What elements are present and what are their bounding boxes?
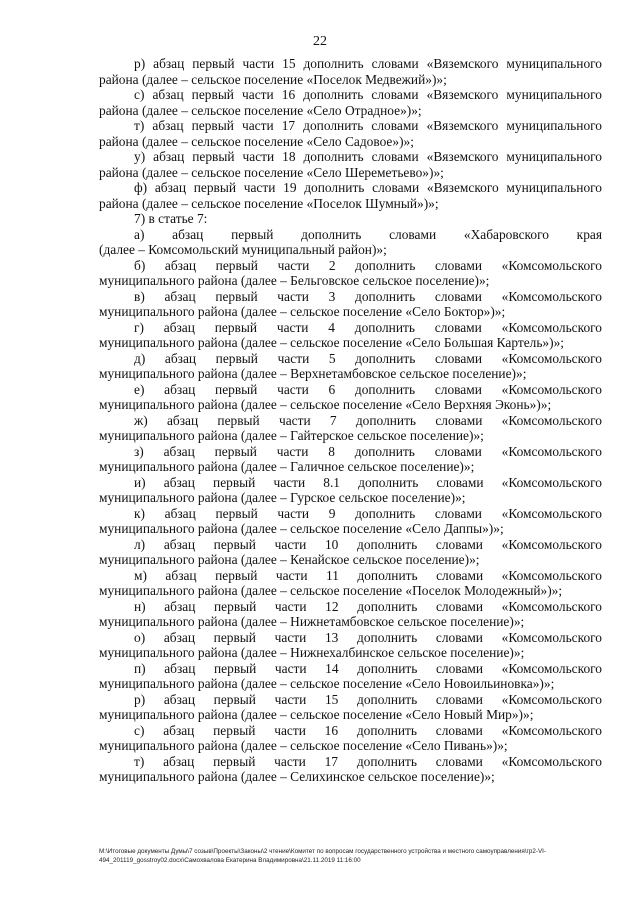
paragraph-first-line: а) абзац первый дополнить словами «Хабаровского края xyxy=(134,226,602,242)
paragraph-continuation: (далее – Комсомольский муниципальный район)»; xyxy=(99,242,387,257)
paragraph-first-line: м) абзац первый части 11 дополнить словами «Комсомольского xyxy=(134,567,602,583)
amendment-paragraph xyxy=(99,211,602,227)
amendment-paragraph xyxy=(99,180,602,211)
amendment-paragraph xyxy=(99,320,602,351)
paragraph-first-line: с) абзац первый части 16 дополнить словами «Вяземского муниципального xyxy=(134,87,602,102)
paragraph-first-line: ф) абзац первый части 19 дополнить словами «Вяземского муниципального xyxy=(134,180,602,195)
paragraph-continuation: муниципального района (далее – сельское поселение «Поселок Молодежный»)»; xyxy=(99,583,563,598)
paragraph-continuation: муниципального района (далее – сельское поселение «Село Новоильиновка»)»; xyxy=(99,676,555,691)
paragraph-first-line: п) абзац первый части 14 дополнить словами «Комсомольского xyxy=(134,660,602,676)
amendment-paragraph xyxy=(99,56,602,87)
page-number: 22 xyxy=(313,34,327,49)
paragraph-continuation: муниципального района (далее – Селихинское сельское поселение)»; xyxy=(99,769,495,784)
paragraph-first-line: и) абзац первый части 8.1 дополнить словами «Комсомольского xyxy=(134,474,602,490)
amendment-paragraph xyxy=(99,413,602,444)
paragraph-first-line: у) абзац первый части 18 дополнить словами «Вяземского муниципального xyxy=(134,149,602,164)
amendment-paragraph xyxy=(99,537,602,568)
paragraph-first-line: о) абзац первый части 13 дополнить словами «Комсомольского xyxy=(134,629,602,645)
paragraph-first-line: г) абзац первый части 4 дополнить словами «Комсомольского xyxy=(134,319,602,335)
amendment-paragraph xyxy=(99,227,602,258)
amendment-paragraph xyxy=(99,258,602,289)
paragraph-first-line: т) абзац первый части 17 дополнить словами «Вяземского муниципального xyxy=(134,118,602,133)
paragraph-continuation: муниципального района (далее – сельское поселение «Село Боктор»)»; xyxy=(99,304,506,319)
paragraph-continuation: муниципального района (далее – Гурское сельское поселение)»; xyxy=(99,490,466,505)
footer-line-2: 494_201119_gosstroy02.docx\Самохвалова Екатерина Владимировна\21.11.2019 11:16:00 xyxy=(99,857,361,864)
paragraph-first-line: с) абзац первый части 16 дополнить словами «Комсомольского xyxy=(134,722,602,738)
paragraph-first-line: к) абзац первый части 9 дополнить словами «Комсомольского xyxy=(134,505,602,521)
amendment-paragraph xyxy=(99,118,602,149)
paragraph-continuation: района (далее – сельское поселение «Поселок Медвежий»)»; xyxy=(99,71,447,87)
paragraph-continuation: района (далее – сельское поселение «Село Садовое»)»; xyxy=(99,133,414,149)
file-path-footer xyxy=(99,847,619,865)
paragraph-continuation: района (далее – сельское поселение «Село Шереметьево»)»; xyxy=(99,164,444,180)
paragraph-continuation: муниципального района (далее – Нижнетамбовское сельское поселение)»; xyxy=(99,614,525,629)
amendment-paragraph xyxy=(99,444,602,475)
amendment-paragraph xyxy=(99,351,602,382)
paragraph-first-line: е) абзац первый части 6 дополнить словами «Комсомольского xyxy=(134,381,602,397)
amendment-paragraph xyxy=(99,568,602,599)
paragraph-continuation: муниципального района (далее – Галичное сельское поселение)»; xyxy=(99,459,475,474)
paragraph-first-line: ж) абзац первый части 7 дополнить словами «Комсомольского xyxy=(134,412,602,428)
paragraph-continuation: муниципального района (далее – Нижнехалбинское сельское поселение)»; xyxy=(99,645,525,660)
amendment-paragraph xyxy=(99,692,602,723)
paragraph-first-line: д) абзац первый части 5 дополнить словами «Комсомольского xyxy=(134,350,602,366)
paragraph-continuation: района (далее – сельское поселение «Поселок Шумный»)»; xyxy=(99,195,439,211)
amendment-paragraph xyxy=(99,754,602,785)
paragraph-continuation: района (далее – сельское поселение «Село Отрадное»)»; xyxy=(99,102,422,118)
paragraph-continuation: муниципального района (далее – Кенайское сельское поселение)»; xyxy=(99,552,480,567)
amendment-paragraph xyxy=(99,630,602,661)
paragraph-first-line: з) абзац первый части 8 дополнить словами «Комсомольского xyxy=(134,443,602,459)
paragraph-first-line: р) абзац первый части 15 дополнить словами «Вяземского муниципального xyxy=(134,56,602,71)
footer-line-1: М:\Итоговые документы Думы\7 созыв\Проекты\Законы\2 чтение\Комитет по вопросам государственного устройства и местного самоуправления\гр2-VI- xyxy=(99,848,547,855)
paragraph-first-line: н) абзац первый части 12 дополнить словами «Комсомольского xyxy=(134,598,602,614)
amendment-paragraph xyxy=(99,506,602,537)
paragraph-first-line: р) абзац первый части 15 дополнить словами «Комсомольского xyxy=(134,691,602,707)
paragraph-continuation: муниципального района (далее – Верхнетамбовское сельское поселение)»; xyxy=(99,366,527,381)
paragraph-continuation: муниципального района (далее – сельское поселение «Село Новый Мир»)»; xyxy=(99,707,534,722)
amendment-paragraph xyxy=(99,149,602,180)
amendment-paragraph xyxy=(99,87,602,118)
paragraph-continuation: муниципального района (далее – сельское поселение «Село Пивань»)»; xyxy=(99,738,508,753)
amendment-paragraph xyxy=(99,289,602,320)
paragraph-first-line: т) абзац первый части 17 дополнить словами «Комсомольского xyxy=(134,753,602,769)
amendment-paragraph xyxy=(99,723,602,754)
amendment-paragraph xyxy=(99,661,602,692)
amendment-paragraph xyxy=(99,382,602,413)
amendment-paragraph xyxy=(99,599,602,630)
paragraph-first-line: в) абзац первый части 3 дополнить словами «Комсомольского xyxy=(134,288,602,304)
paragraph-continuation: муниципального района (далее – Бельговское сельское поселение)»; xyxy=(99,273,490,288)
paragraph-first-line: б) абзац первый части 2 дополнить словами «Комсомольского xyxy=(134,257,602,273)
document-body xyxy=(99,56,602,785)
amendment-paragraph xyxy=(99,475,602,506)
paragraph-continuation: муниципального района (далее – сельское поселение «Село Даппы»)»; xyxy=(99,521,504,536)
paragraph-continuation: муниципального района (далее – сельское поселение «Село Верхняя Эконь»)»; xyxy=(99,397,552,412)
paragraph-continuation: муниципального района (далее – Гайтерское сельское поселение)»; xyxy=(99,428,484,443)
paragraph-continuation: муниципального района (далее – сельское поселение «Село Большая Картель»)»; xyxy=(99,335,565,350)
paragraph-first-line: 7) в статье 7: xyxy=(134,211,208,226)
paragraph-first-line: л) абзац первый части 10 дополнить словами «Комсомольского xyxy=(134,536,602,552)
